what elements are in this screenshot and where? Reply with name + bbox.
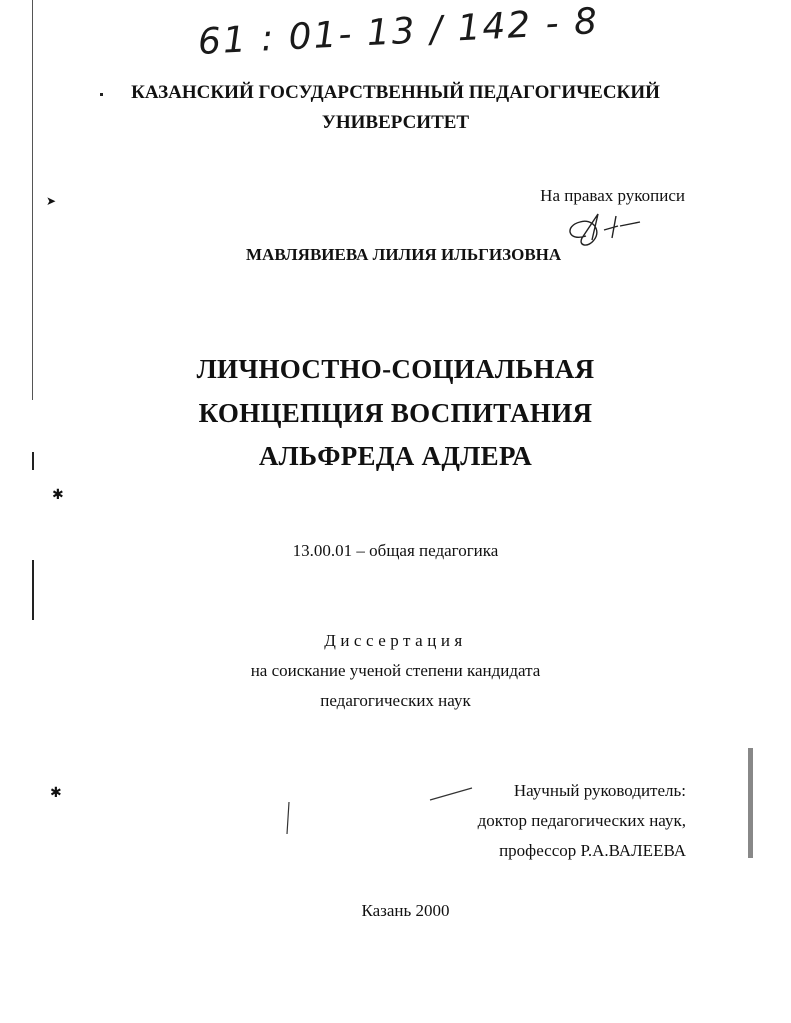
dissertation-degree-line: на соискание ученой степени кандидата: [250, 661, 541, 680]
institution-line-2: УНИВЕРСИТЕТ: [321, 112, 470, 133]
city-year: Казань 2000: [361, 901, 450, 920]
manuscript-rights-note: На правах рукописи: [540, 186, 685, 205]
author-signature: [558, 196, 648, 266]
specialty-code: 13.00.01 – общая педагогика: [292, 541, 499, 560]
scan-edge-line-lower: [32, 560, 34, 620]
author-name: МАВЛЯВИЕВА ЛИЛИЯ ИЛЬГИЗОВНА: [246, 245, 562, 264]
scan-artifact-mark: ➤: [46, 194, 57, 208]
institution-line-1: КАЗАНСКИЙ ГОСУДАРСТВЕННЫЙ ПЕДАГОГИЧЕСКИЙ: [131, 82, 660, 103]
scan-edge-line: [32, 0, 33, 400]
handwritten-catalog-number: 61 : 01- 13 / 142 - 8: [196, 1, 600, 63]
dissertation-heading: Диссертация: [324, 631, 467, 650]
scan-artifact-mark: ✱: [52, 488, 64, 503]
right-edge-shadow: [748, 748, 753, 858]
thesis-title-line-2: КОНЦЕПЦИЯ ВОСПИТАНИЯ: [198, 398, 593, 428]
scan-artifact-mark: ✱: [50, 786, 62, 801]
thesis-title-line-1: ЛИЧНОСТНО-СОЦИАЛЬНАЯ: [196, 354, 595, 384]
supervisor-label: Научный руководитель:: [513, 781, 686, 800]
pen-strokes: [280, 780, 480, 850]
supervisor-name: профессор Р.А.ВАЛЕЕВА: [499, 841, 686, 860]
supervisor-degree: доктор педагогических наук,: [477, 811, 686, 830]
dissertation-field-line: педагогических наук: [320, 691, 471, 710]
thesis-title-line-3: АЛЬФРЕДА АДЛЕРА: [258, 441, 533, 471]
